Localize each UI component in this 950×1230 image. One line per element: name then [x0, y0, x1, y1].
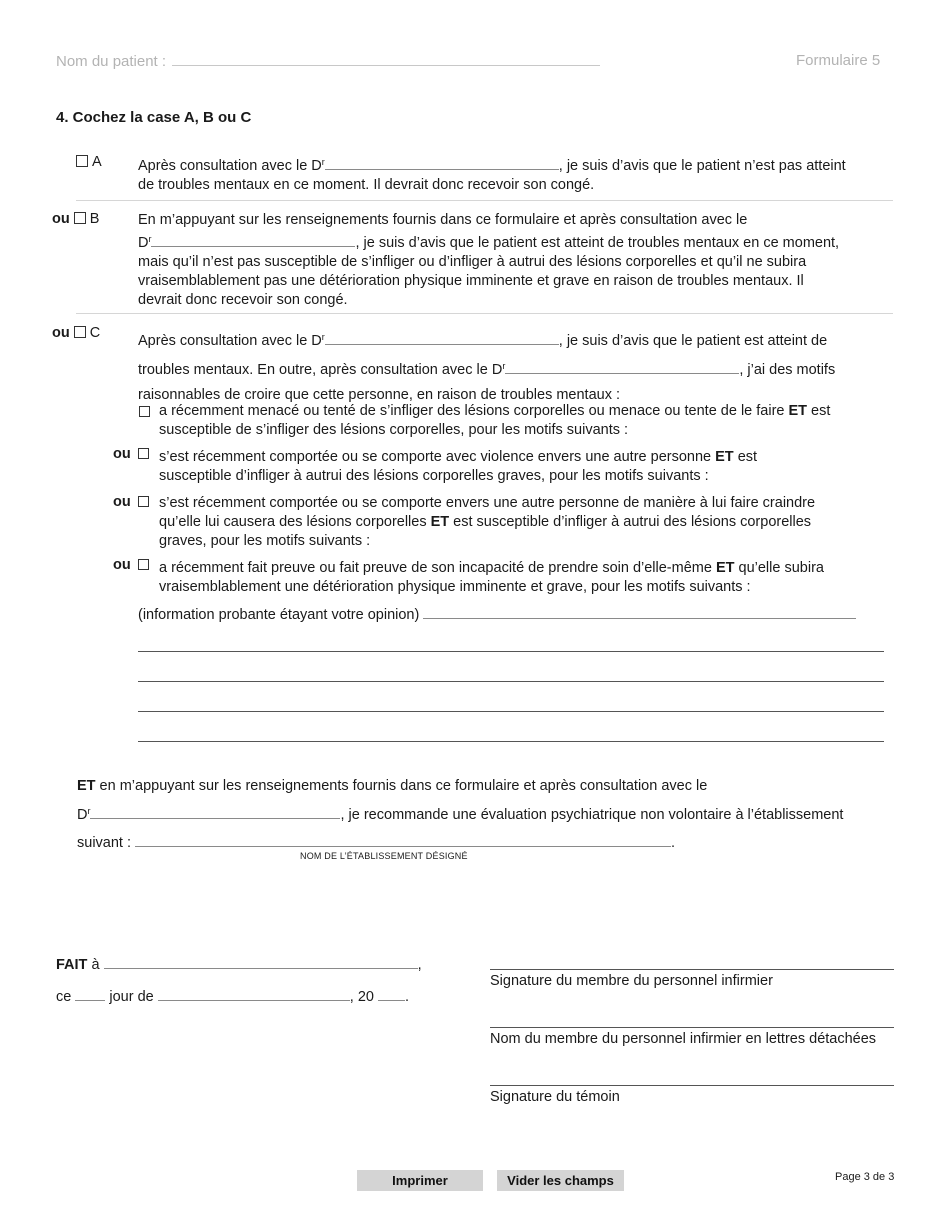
patient-name-field[interactable]	[172, 52, 600, 66]
option-c-line1-post: , je suis d’avis que le patient est atteint de	[558, 333, 828, 349]
option-c-doctor-field-1[interactable]	[325, 331, 559, 345]
option-c-letter: C	[89, 325, 101, 341]
sub3-ou: ou	[113, 494, 131, 510]
sub4-line1-pre: a récemment fait preuve ou fait preuve de son incapacité de prendre soin d’elle-même	[159, 560, 716, 576]
evidence-field-1[interactable]	[423, 605, 856, 619]
day-field[interactable]	[75, 987, 105, 1001]
option-b-checkbox[interactable]	[74, 212, 86, 224]
witness-signature-label: Signature du témoin	[490, 1089, 620, 1105]
option-b-line2-pre: D	[138, 235, 149, 251]
option-a-line2: de troubles mentaux en ce moment. Il devrait donc recevoir son congé.	[138, 177, 595, 193]
place-field[interactable]	[104, 955, 418, 969]
option-b-line5: devrait donc recevoir son congé.	[138, 292, 348, 308]
option-b-line4: vraisemblablement pas une détérioration physique imminente et grave en raison de troubles mentaux. Il	[138, 273, 804, 289]
sub4-text	[159, 559, 824, 597]
sub1-line2: susceptible de s’infliger des lésions corporelles, pour les motifs suivants :	[159, 422, 629, 438]
page-number: Page 3 de 3	[835, 1171, 895, 1183]
recommendation-line2-pre: D	[77, 807, 88, 823]
nurse-name-label: Nom du membre du personnel infirmier en lettres détachées	[490, 1031, 877, 1047]
option-a-checkbox[interactable]	[76, 155, 88, 167]
option-c-checkbox-group[interactable]	[52, 325, 100, 341]
option-c-line1-pre: Après consultation avec le D	[138, 333, 322, 349]
print-button[interactable]: Imprimer	[357, 1170, 483, 1191]
year-field[interactable]	[378, 987, 405, 1001]
option-b-line1: En m’appuyant sur les renseignements fournis dans ce formulaire et après consultation avec le	[138, 212, 748, 228]
divider-a-b	[76, 200, 893, 201]
sub1-checkbox[interactable]	[139, 404, 154, 420]
option-a-letter: A	[92, 154, 102, 170]
option-c-sup-2: r	[502, 361, 506, 371]
sub3-line2-pre: qu’elle lui causera des lésions corporelles	[159, 514, 431, 530]
sub3-line2-post: est susceptible d’infliger à autrui des lésions corporelles	[449, 514, 812, 530]
recommendation-line1-text: en m’appuyant sur les renseignements fournis dans ce formulaire et après consultation avec le	[95, 778, 708, 794]
nurse-signature-label: Signature du membre du personnel infirmier	[490, 973, 773, 989]
option-c-ou: ou	[52, 325, 70, 341]
sub2-ou: ou	[113, 446, 131, 462]
sub3-checkbox[interactable]	[138, 496, 149, 507]
date-year-prefix: , 20	[349, 989, 374, 1005]
evidence-field-2[interactable]	[138, 651, 884, 652]
date-ce: ce	[56, 989, 72, 1005]
recommendation-sup: r	[87, 806, 91, 816]
sub3-et: ET	[430, 514, 450, 530]
sub1-et: ET	[788, 403, 808, 419]
option-c-text	[138, 325, 835, 408]
fait-row	[56, 955, 422, 973]
patient-name-label	[56, 52, 600, 70]
option-b-letter: B	[89, 211, 100, 227]
sub4-ou: ou	[113, 557, 131, 573]
form-number: Formulaire 5	[796, 52, 881, 69]
month-field[interactable]	[158, 987, 350, 1001]
nurse-signature-field[interactable]	[490, 969, 894, 970]
recommendation-period: .	[671, 835, 676, 851]
section-title: 4. Cochez la case A, B ou C	[56, 109, 252, 126]
sub3-checkbox-group[interactable]	[113, 494, 153, 510]
option-a-checkbox-group[interactable]	[76, 154, 102, 170]
option-c-line2-pre: troubles mentaux. En outre, après consultation avec le D	[138, 362, 503, 378]
date-row	[56, 987, 409, 1005]
recommendation-line2	[77, 805, 843, 823]
option-c-line2-post: , j’ai des motifs	[739, 362, 836, 378]
option-c-sup: r	[321, 332, 325, 342]
sub2-line1-pre: s’est récemment comportée ou se comporte avec violence envers une autre personne	[159, 449, 716, 465]
sub1-checkbox-box[interactable]	[139, 406, 150, 417]
sub3-line3: graves, pour les motifs suivants :	[159, 533, 371, 549]
evidence-label-row	[138, 605, 856, 623]
sub4-et: ET	[715, 560, 735, 576]
witness-signature-field[interactable]	[490, 1085, 894, 1086]
evidence-label: (information probante étayant votre opinion)	[138, 607, 420, 623]
option-a-line1-pre: Après consultation avec le D	[138, 158, 322, 174]
option-a-line1-post: , je suis d’avis que le patient n’est pas atteint	[558, 158, 846, 174]
patient-name-label-text: Nom du patient :	[56, 53, 167, 70]
sub2-line2: susceptible d’infliger à autrui des lésions corporelles graves, pour les motifs suivants :	[159, 468, 709, 484]
evidence-field-3[interactable]	[138, 681, 884, 682]
recommendation-doctor-field[interactable]	[90, 805, 340, 819]
sub4-checkbox[interactable]	[138, 559, 149, 570]
sub1-line1-pre: a récemment menacé ou tenté de s’infliger des lésions corporelles ou menace ou tente de le faire	[159, 403, 789, 419]
fait-label: FAIT	[56, 957, 88, 973]
clear-fields-button[interactable]: Vider les champs	[497, 1170, 624, 1191]
sub4-line1-post: qu’elle subira	[734, 560, 824, 576]
sub2-line1-post: est	[733, 449, 758, 465]
option-c-checkbox[interactable]	[74, 326, 86, 338]
option-b-ou: ou	[52, 211, 70, 227]
option-b-line2-post: , je suis d’avis que le patient est atteint de troubles mentaux en ce moment,	[355, 235, 840, 251]
option-b-line3: mais qu’il n’est pas susceptible de s’infliger ou d’infliger à autrui des lésions corporelles et qu’il ne subira	[138, 254, 807, 270]
recommendation-line3	[77, 833, 675, 851]
date-period: .	[404, 989, 410, 1005]
evidence-field-4[interactable]	[138, 711, 884, 712]
option-a-sup: r	[321, 157, 325, 167]
option-c-doctor-field-2[interactable]	[505, 360, 739, 374]
sub3-text	[159, 494, 815, 551]
sub2-checkbox-group[interactable]	[113, 446, 153, 462]
date-jour-de: jour de	[109, 989, 154, 1005]
option-a-text	[138, 153, 846, 195]
sub2-et: ET	[715, 449, 734, 465]
fait-a: à	[91, 957, 100, 973]
option-b-checkbox-group[interactable]	[52, 211, 99, 227]
sub2-checkbox[interactable]	[138, 448, 149, 459]
facility-caption: NOM DE L’ÉTABLISSEMENT DÉSIGNÉ	[300, 851, 468, 861]
option-b-sup: r	[148, 234, 152, 244]
recommendation-suivant: suivant :	[77, 835, 131, 851]
option-a-doctor-field[interactable]	[325, 156, 559, 170]
evidence-field-5[interactable]	[138, 741, 884, 742]
sub1-line1-post: est	[807, 403, 831, 419]
fait-comma: ,	[417, 957, 422, 973]
sub4-line2: vraisemblablement une détérioration physique imminente et grave, pour les motifs suivants :	[159, 579, 751, 595]
option-c-line3: raisonnables de croire que cette personne, en raison de troubles mentaux :	[138, 387, 621, 403]
nurse-name-field[interactable]	[490, 1027, 894, 1028]
sub4-checkbox-group[interactable]	[113, 557, 153, 573]
sub3-line1: s’est récemment comportée ou se comporte envers une autre personne de manière à lui faire craindre	[159, 495, 816, 511]
facility-field[interactable]	[135, 833, 671, 847]
recommendation-et: ET	[77, 778, 96, 794]
divider-b-c	[76, 313, 893, 314]
option-b-text	[138, 211, 839, 310]
sub1-text	[159, 402, 830, 440]
option-b-doctor-field[interactable]	[151, 233, 355, 247]
sub2-text	[159, 448, 757, 486]
recommendation-line2-post: , je recommande une évaluation psychiatrique non volontaire à l’établissement	[340, 807, 844, 823]
recommendation-line1	[77, 778, 707, 794]
